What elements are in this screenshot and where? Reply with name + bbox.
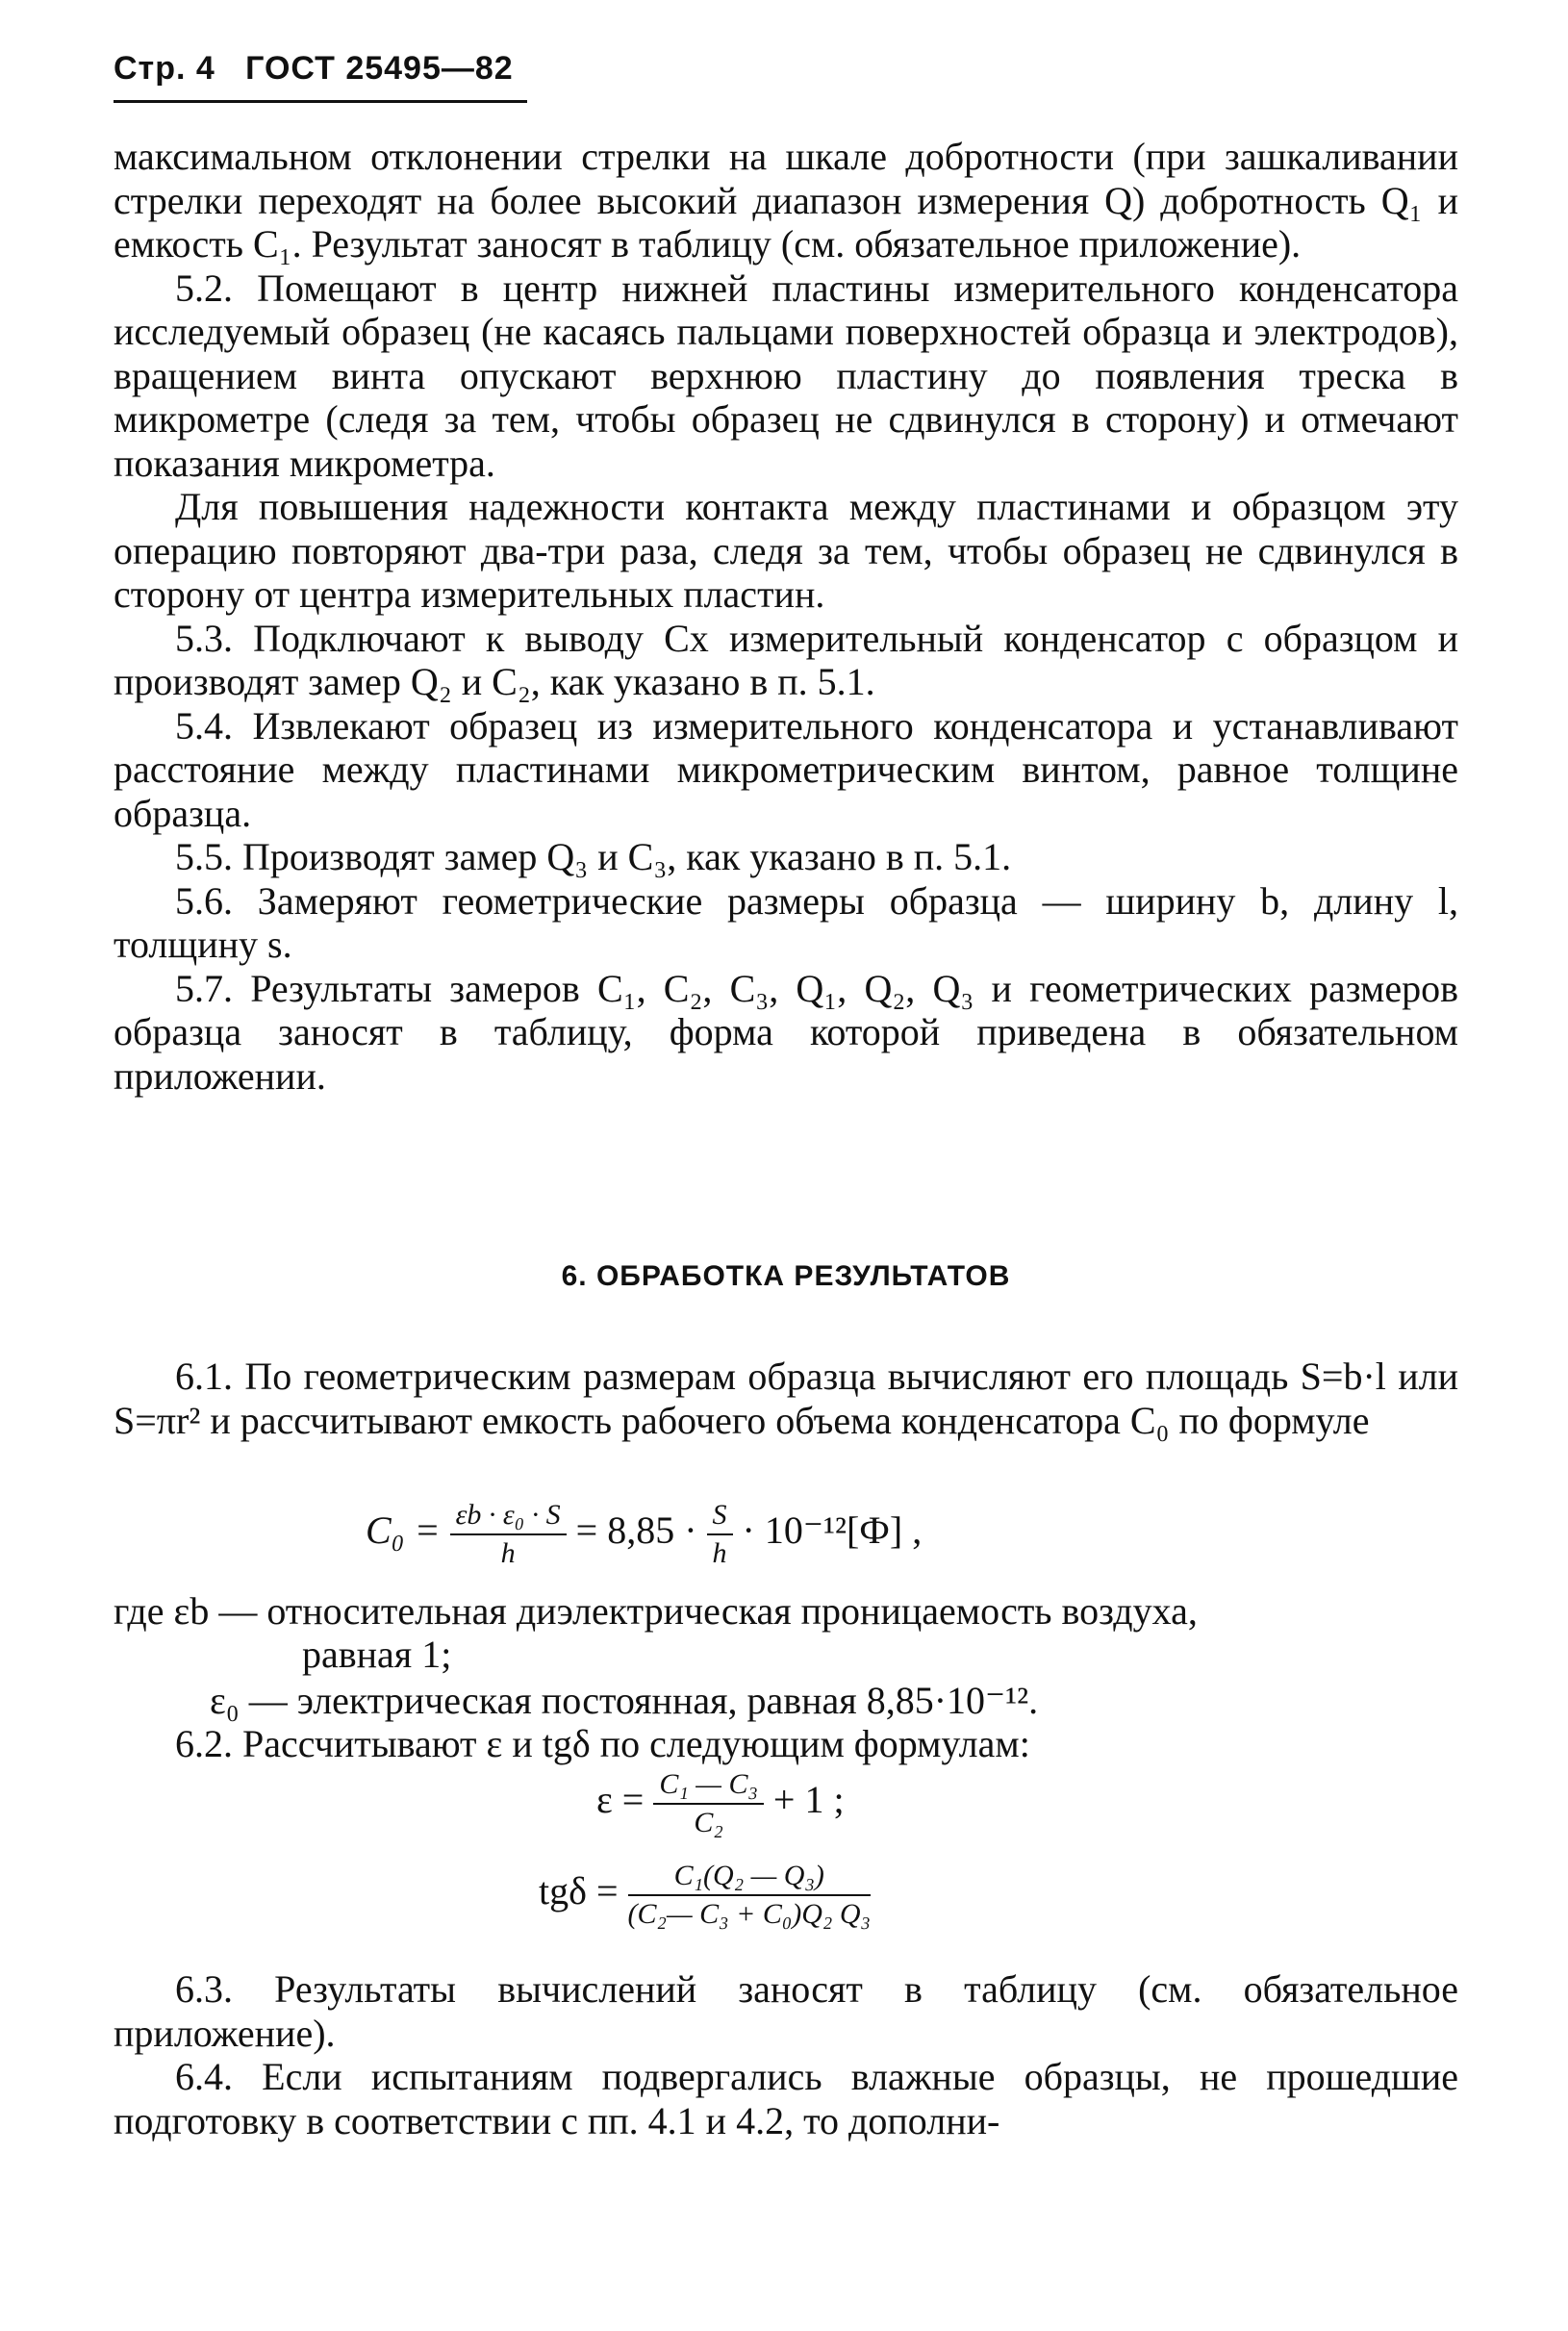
top-text-block — [114, 135, 1458, 1098]
formula-epsilon-lhs: ε = — [596, 1778, 645, 1822]
formula-epsilon-fraction — [653, 1770, 764, 1837]
paragraph-5-5: 5.5. Производят замер Q₃ и C₃, как указано в п. 5.1. — [175, 835, 1012, 878]
standard-code: ГОСТ 25495—82 — [245, 50, 514, 87]
where-block — [114, 1589, 1458, 1734]
where-line-3: ε₀ — электрическая постоянная, равная 8,85·10⁻¹². — [210, 1679, 1039, 1722]
page-number: Стр. 4 — [114, 50, 215, 87]
fraction-denominator: (C₂— C₃ + C₀)Q₂ Q₃ — [627, 1898, 871, 1930]
formula-tangent-fraction — [628, 1862, 871, 1929]
formula-c0-mid: = 8,85 · — [575, 1508, 697, 1553]
fraction-denominator: C₂ — [694, 1807, 723, 1838]
where-line-1: где εb — относительная диэлектрическая проницаемость воздуха, — [114, 1589, 1198, 1633]
fraction-denominator: h — [500, 1537, 516, 1569]
formula-c0 — [366, 1501, 922, 1568]
where-line-2: равная 1; — [302, 1633, 452, 1676]
formula-c0-tail: · 10⁻¹²[Ф] , — [742, 1508, 923, 1553]
paragraph-5-7: 5.7. Результаты замеров C₁, C₂, C₃, Q₁, Q₂, Q₃ и геометрических размеров образца заносят в таблицу, форма которой приведена в обязательном приложении. — [114, 966, 1458, 1098]
paragraph: Для повышения надежности контакта между пластинами и образцом эту операцию повторяют два-три раза, следя за тем, чтобы образец не сдвинулся в сторону от центра измерительных пластин. — [114, 485, 1458, 616]
paragraph-6-1: 6.1. По геометрическим размерам образца вычисляют его площадь S=b·l или S=πr² и рассчитывают емкость рабочего объема конденсатора C₀ по формуле — [114, 1355, 1458, 1442]
fraction-numerator: S — [707, 1501, 733, 1535]
paragraph-6-2: 6.2. Рассчитывают ε и tgδ по следующим формулам: — [175, 1722, 1030, 1765]
fraction-numerator: εb · ε₀ · S — [450, 1501, 567, 1535]
formula-tangent-lhs: tgδ = — [539, 1869, 619, 1913]
paragraph-6-4: 6.4. Если испытаниям подвергались влажные образцы, не прошедшие подготовку в соответствии с пп. 4.1 и 4.2, то дополни- — [114, 2055, 1458, 2142]
formula-epsilon — [596, 1770, 845, 1837]
formula-c0-fraction-2 — [707, 1501, 733, 1568]
header-rule — [114, 100, 527, 103]
fraction-numerator: C₁(Q₂ — Q₃) — [628, 1862, 871, 1896]
paragraph-5-2: 5.2. Помещают в центр нижней пластины измерительного конденсатора исследуемый образец (не касаясь пальцами поверхностей образца и электродов), вращением винта опускают верхнюю пластину до появления треска в микрометре (следя за тем, чтобы образец не сдвинулся в сторону) и отмечают показания микрометра. — [114, 266, 1458, 485]
formula-tangent — [539, 1862, 871, 1929]
paragraph-5-6: 5.6. Замеряют геометрические размеры образца — ширину b, длину l, толщину s. — [114, 878, 1458, 966]
formula-c0-lhs: C₀ = — [366, 1508, 441, 1553]
paragraph-6-2-block — [114, 1722, 1458, 1766]
paragraph-5-4: 5.4. Извлекают образец из измерительного конденсатора и устанавливают расстояние между пластинами микрометрическим винтом, равное толщине образца. — [114, 703, 1458, 835]
formula-c0-fraction-1 — [450, 1501, 567, 1568]
paragraph-5-3: 5.3. Подключают к выводу Cx измерительный конденсатор с образцом и производят замер Q₂ и C₂, как указано в п. 5.1. — [114, 616, 1458, 703]
bottom-text-block — [114, 1967, 1458, 2142]
page-header — [114, 50, 514, 88]
formula-epsilon-tail: + 1 ; — [772, 1778, 845, 1822]
fraction-denominator: h — [712, 1537, 727, 1569]
paragraph-6-1-block — [114, 1355, 1458, 1442]
section-heading: 6. ОБРАБОТКА РЕЗУЛЬТАТОВ — [561, 1260, 1011, 1292]
paragraph: максимальном отклонении стрелки на шкале добротности (при зашкаливании стрелки переходят на более высокий диапазон измерения Q) добротность Q₁ и емкость C₁. Результат заносят в таблицу (см. обязательное приложение). — [114, 135, 1458, 266]
fraction-numerator: C₁ — C₃ — [653, 1770, 764, 1805]
paragraph-6-3: 6.3. Результаты вычислений заносят в таблицу (см. обязательное приложение). — [114, 1967, 1458, 2055]
